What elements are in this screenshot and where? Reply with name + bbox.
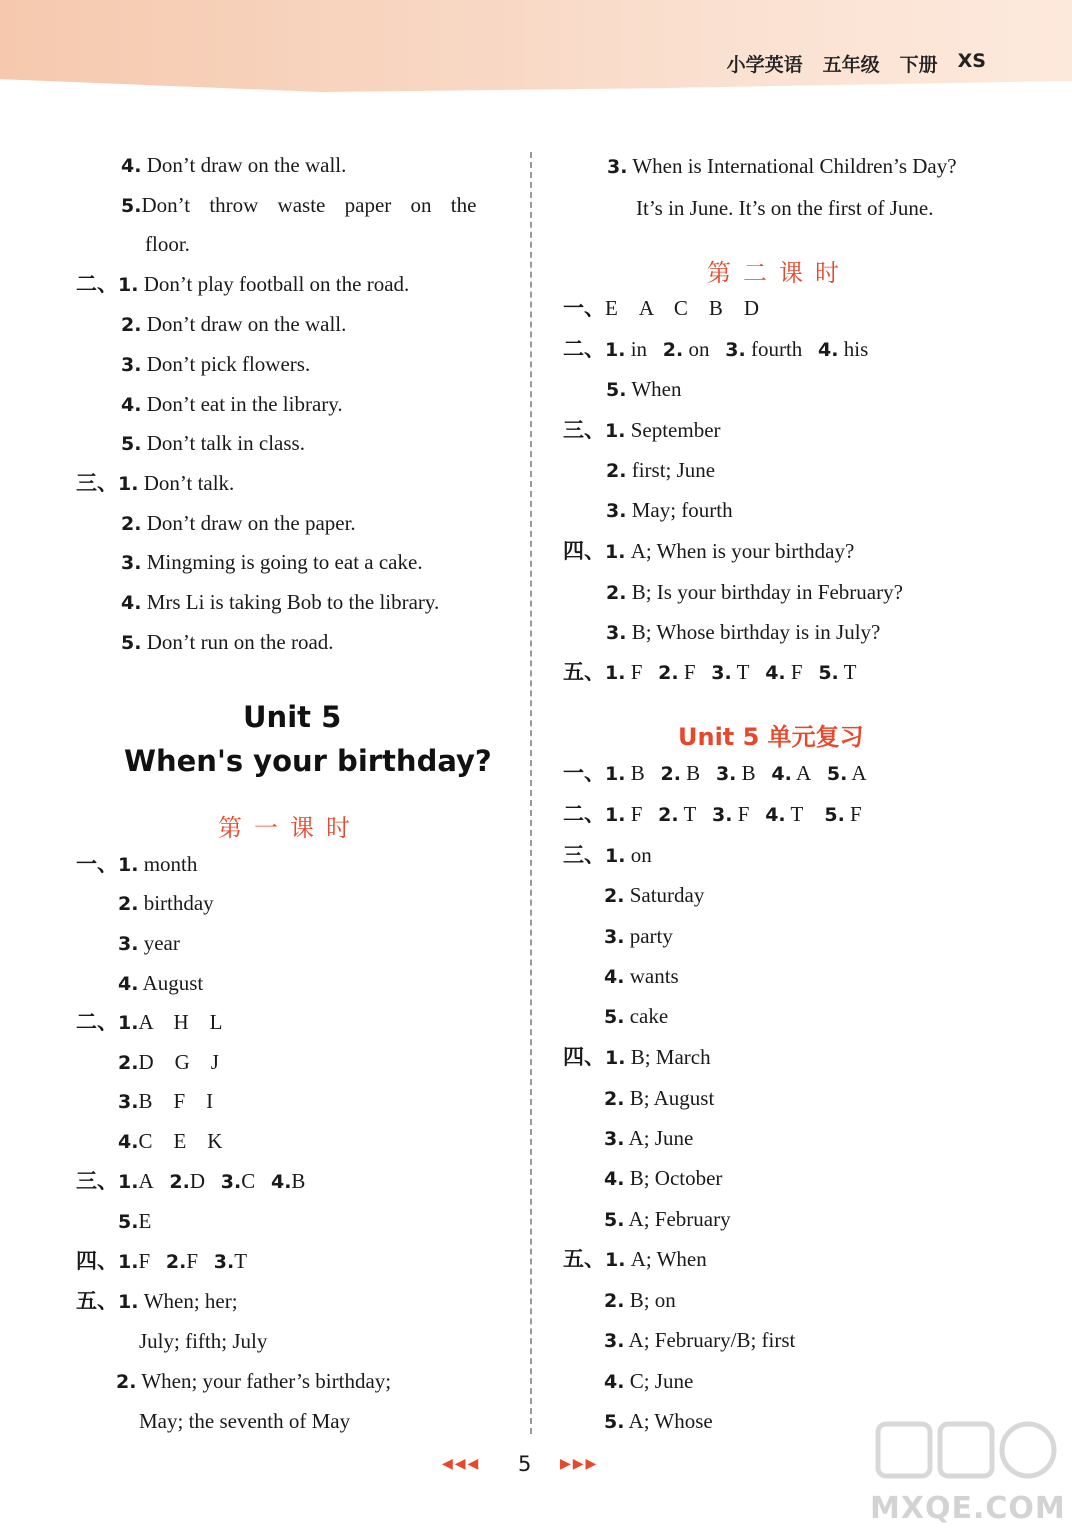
review-heading: Unit 5 单元复习 (678, 723, 864, 751)
column-divider (530, 152, 532, 1434)
answer-line: 五、1. F 2. F 3. T 4. F 5. T (563, 660, 857, 684)
page-footer (440, 1452, 610, 1482)
answer-line: 2. Don’t draw on the wall. (121, 312, 347, 336)
answer-line: 5. cake (604, 1004, 669, 1028)
answer-line: 5.Don’t throw waste paper on the (121, 193, 477, 217)
answer-line: 四、1. A; When is your birthday? (563, 539, 855, 563)
answer-line: 三、1. on (563, 843, 652, 867)
unit-subtitle: When's your birthday? (124, 744, 492, 778)
answer-line: 一、1. B 2. B 3. B 4. A 5. A (563, 761, 867, 785)
answer-line: 3. party (604, 924, 673, 948)
answer-line: 2. Don’t draw on the paper. (121, 511, 356, 535)
answer-line: 四、1. B; March (563, 1045, 711, 1069)
answer-line: 4.C E K (118, 1129, 223, 1153)
answer-line: 5.E (118, 1209, 152, 1233)
answer-line: 二、1. Don’t play football on the road. (76, 272, 410, 296)
answer-line: 2. Saturday (604, 883, 705, 907)
answer-line: 5. Don’t run on the road. (121, 630, 334, 654)
answer-line: 3. May; fourth (606, 498, 733, 522)
answer-line: 4. B; October (604, 1166, 723, 1190)
answer-line: 3. A; February/B; first (604, 1328, 796, 1352)
prev-arrows-icon: ◀◀◀ (442, 1456, 481, 1472)
answer-line: 一、1. month (76, 852, 198, 876)
answer-line: 3. A; June (604, 1126, 694, 1150)
answer-line: It’s in June. It’s on the first of June. (636, 196, 934, 220)
answer-line: 4. Don’t draw on the wall. (121, 153, 347, 177)
answer-line: 4. Mrs Li is taking Bob to the library. (121, 590, 440, 614)
answer-line: 3. Don’t pick flowers. (121, 352, 311, 376)
answer-line: 二、1.A H L (76, 1010, 223, 1034)
header-edition: XS (957, 50, 986, 72)
watermark-logo-icon (870, 1416, 1060, 1496)
answer-line: 3. When is International Children’s Day? (607, 154, 957, 178)
answer-line: May; the seventh of May (139, 1409, 351, 1433)
answer-line: 3. B; Whose birthday is in July? (606, 620, 881, 644)
running-header (727, 50, 986, 77)
next-arrows-icon: ▶▶▶ (560, 1456, 599, 1472)
answer-line: 4. wants (604, 964, 679, 988)
unit-title: Unit 5 (243, 700, 342, 734)
page-number: 5 (518, 1452, 532, 1476)
answer-line: 五、1. When; her; (76, 1289, 238, 1313)
watermark-text: MXQE.COM (870, 1491, 1066, 1526)
answer-line: 三、1. September (563, 418, 721, 442)
answer-line: 4. Don’t eat in the library. (121, 392, 343, 416)
answer-line: floor. (145, 232, 190, 256)
answer-line: 五、1. A; When (563, 1247, 707, 1271)
lesson-heading: 第一课时 (218, 814, 362, 842)
answer-line: 二、1. F 2. T 3. F 4. T 5. F (563, 802, 862, 826)
answer-line: 2. When; your father’s birthday; (116, 1369, 392, 1393)
answer-line: 三、1. Don’t talk. (76, 471, 235, 495)
header-subject: 小学英语 (726, 54, 803, 76)
answer-line: 2. first; June (606, 458, 716, 482)
answer-line: 四、1.F 2.F 3.T (76, 1249, 248, 1273)
answer-line: 4. C; June (604, 1369, 694, 1393)
answer-line: 5. A; February (604, 1207, 731, 1231)
answer-line: 5. When (606, 377, 682, 401)
answer-line: 2. B; Is your birthday in February? (606, 580, 903, 604)
watermark (870, 1416, 1066, 1526)
answer-line: 二、1. in 2. on 3. fourth 4. his (563, 337, 869, 361)
answer-line: 3. year (118, 931, 180, 955)
answer-line: 2. birthday (118, 891, 214, 915)
answer-line: 一、E A C B D (563, 296, 760, 320)
answer-line: 3.B F I (118, 1089, 214, 1113)
header-volume: 下册 (899, 54, 938, 76)
answer-line: 4. August (118, 971, 204, 995)
answer-line: 2. B; on (604, 1288, 676, 1312)
header-band (0, 0, 1072, 92)
answer-line: 5. A; Whose (604, 1409, 713, 1433)
lesson-heading: 第二课时 (707, 259, 851, 287)
header-grade: 五年级 (822, 54, 880, 76)
answer-line: July; fifth; July (139, 1329, 268, 1353)
answer-line: 三、1.A 2.D 3.C 4.B (76, 1169, 306, 1193)
answer-line: 5. Don’t talk in class. (121, 431, 305, 455)
answer-line: 3. Mingming is going to eat a cake. (121, 550, 423, 574)
answer-line: 2.D G J (118, 1050, 219, 1074)
answer-line: 2. B; August (604, 1086, 715, 1110)
